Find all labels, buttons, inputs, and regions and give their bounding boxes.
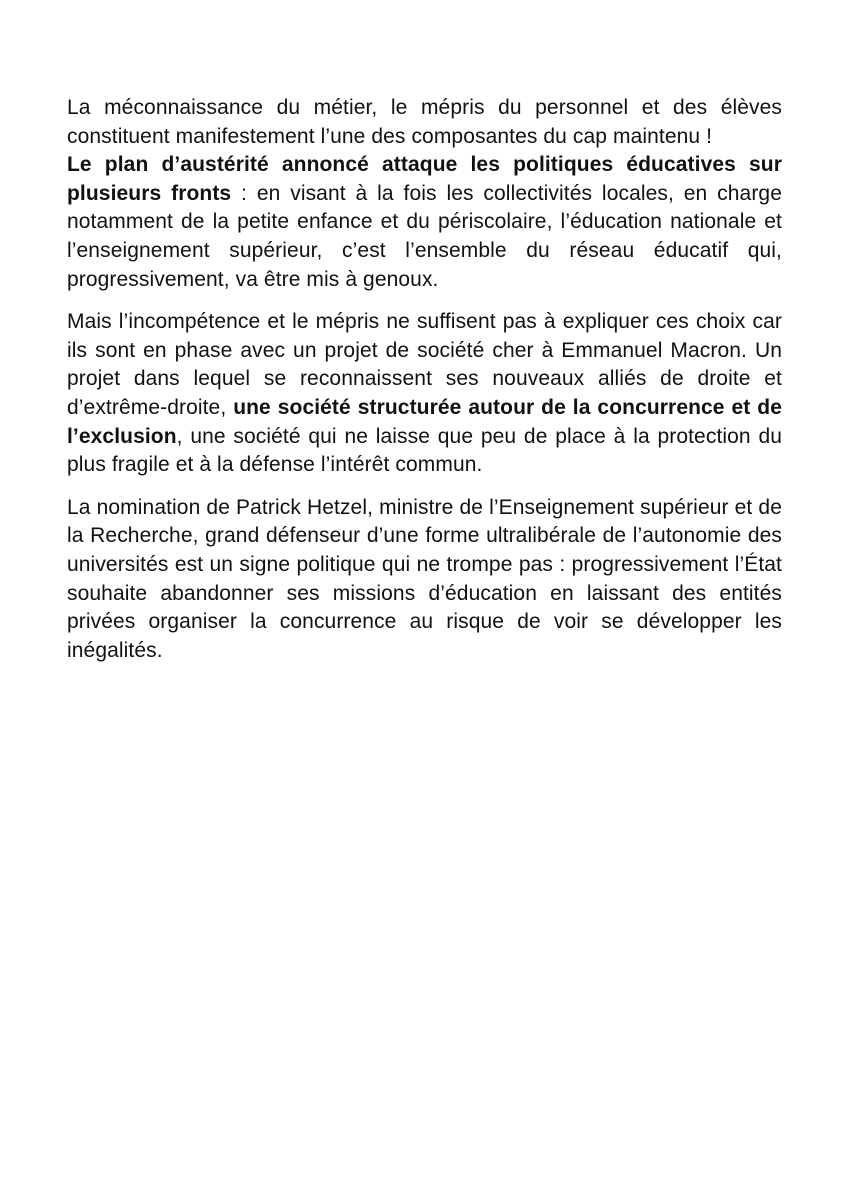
document-body	[67, 94, 782, 665]
paragraph-text: : en visant à la fois les collectivités locales, en charge notamment de la petite enfance et du périscolaire, l’éducation nationale et l’enseignement supérieur, c’est l’ensemble du réseau éducatif qui, progressivement, va être mis à genoux.	[67, 181, 782, 291]
paragraph-nomination	[67, 494, 782, 666]
paragraph-austerity	[67, 151, 782, 294]
paragraph-text: Mais l’incompétence et le mépris ne suffisent pas à expliquer ces choix car ils sont en phase avec un projet de société cher à Emmanuel Macron. Un projet dans lequel se reconnaissent ses nouveaux alliés de droite et d’extrême-droite,	[67, 310, 782, 419]
paragraph-society-project	[67, 308, 782, 480]
paragraph-emphasis: Le plan d’austérité annoncé attaque les politiques éducatives sur plusieurs fronts	[67, 153, 782, 205]
paragraph-text: , une société qui ne laisse que peu de place à la protection du plus fragile et à la défense l’intérêt commun.	[67, 424, 782, 477]
paragraph-text: La nomination de Patrick Hetzel, ministre de l’Enseignement supérieur et de la Recherche, grand défenseur d’une forme ultralibérale de l’autonomie des universités est un signe politique qui ne trompe pas : progressivement l’État souhaite abandonner ses missions d’éducation en laissant des entités privées organiser la concurrence au risque de voir se développer les inégalités.	[67, 495, 782, 662]
paragraph-text: La méconnaissance du métier, le mépris du personnel et des élèves constituent manifestement l’une des composantes du cap maintenu !	[67, 96, 782, 148]
paragraph-intro	[67, 94, 782, 151]
paragraph-emphasis: une société structurée autour de la concurrence et de l’exclusion	[67, 395, 782, 448]
